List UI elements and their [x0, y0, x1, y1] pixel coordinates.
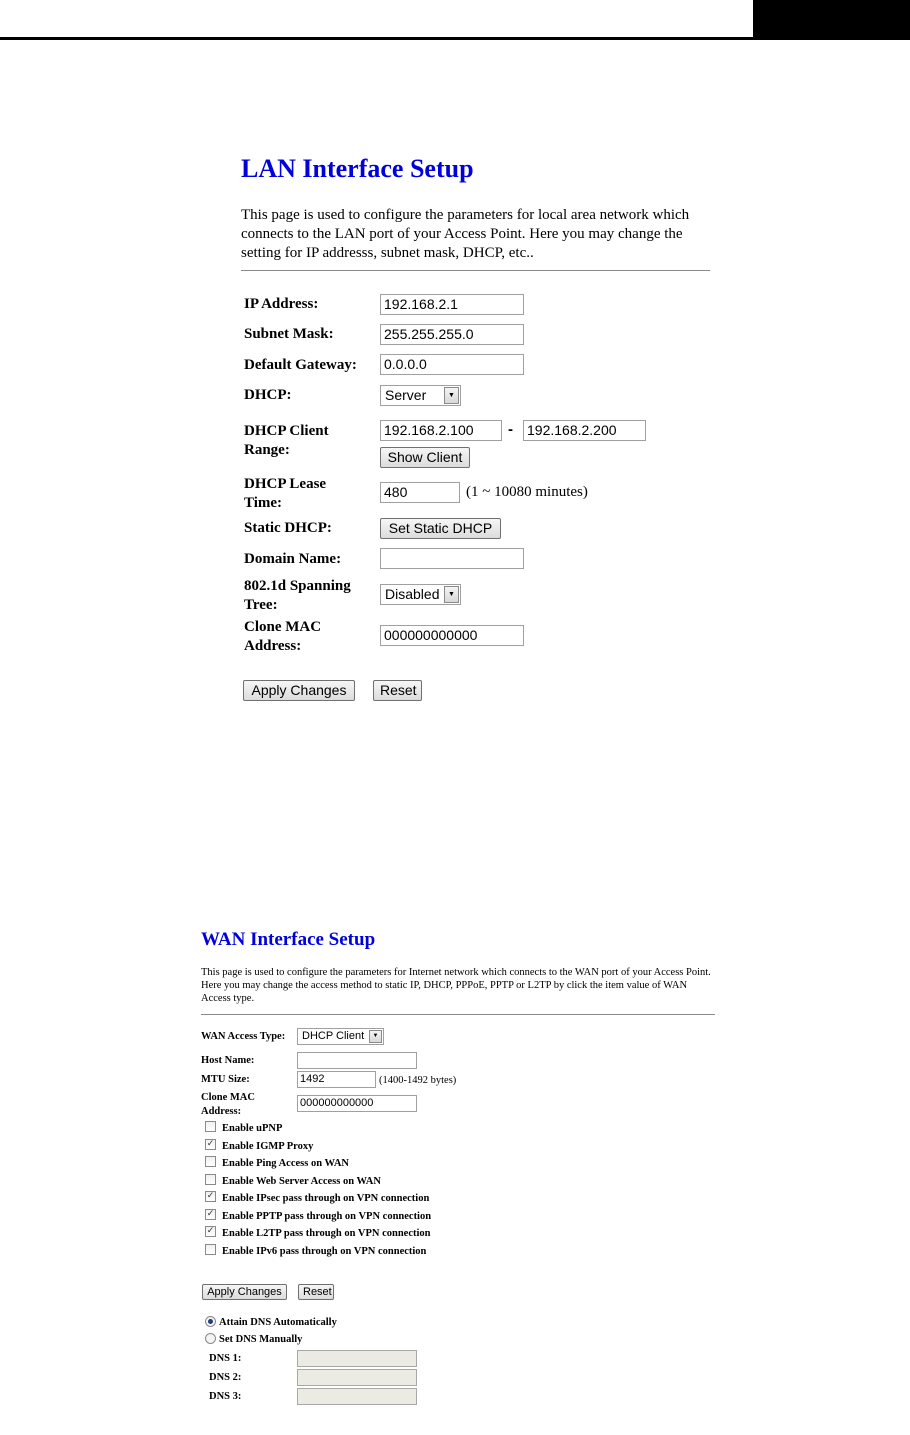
- static-dhcp-label: Static DHCP:: [244, 520, 332, 536]
- checkbox-label-ipsec-passthrough: Enable IPsec pass through on VPN connection: [222, 1193, 430, 1204]
- header-block: [753, 0, 910, 40]
- dhcp-select[interactable]: [380, 385, 461, 406]
- wan-description: This page is used to configure the parameters for Internet network which connects to the WAN port of your Access Point. Here you may change the access method to static IP, DHCP, PPPoE, PPTP or L2TP by click the item value of WAN Access type.: [201, 967, 711, 1004]
- default-gateway-label: Default Gateway:: [244, 357, 357, 373]
- radio-set-dns-manually[interactable]: [205, 1333, 216, 1344]
- chevron-down-icon[interactable]: ▼: [444, 387, 459, 404]
- lease-label-line2: Time:: [244, 495, 283, 511]
- dhcp-range-label-line2: Range:: [244, 442, 290, 458]
- spanning-tree-select-value: Disabled: [385, 586, 440, 602]
- subnet-mask-label: Subnet Mask:: [244, 326, 334, 342]
- checkbox-label-ping-access: Enable Ping Access on WAN: [222, 1158, 349, 1169]
- wan-clone-mac-label-line1: Clone MAC: [201, 1092, 255, 1103]
- chevron-down-icon[interactable]: ▼: [444, 586, 459, 603]
- checkbox-enable-upnp[interactable]: [205, 1121, 216, 1132]
- clone-mac-input[interactable]: 000000000000: [380, 625, 524, 646]
- dhcp-range-separator: -: [508, 421, 513, 438]
- spanning-tree-label-line1: 802.1d Spanning: [244, 578, 351, 594]
- mtu-size-label: MTU Size:: [201, 1074, 250, 1085]
- checkbox-enable-igmp-proxy[interactable]: ✓: [206, 1139, 215, 1149]
- radio-label-attain-dns: Attain DNS Automatically: [219, 1317, 337, 1328]
- dns2-label: DNS 2:: [209, 1372, 242, 1383]
- checkbox-label-upnp: Enable uPNP: [222, 1123, 283, 1134]
- ip-address-input[interactable]: 192.168.2.1: [380, 294, 524, 315]
- wan-access-type-value: DHCP Client: [302, 1030, 365, 1042]
- default-gateway-input[interactable]: 0.0.0.0: [380, 354, 524, 375]
- checkbox-enable-ipv6-passthrough[interactable]: [205, 1244, 216, 1255]
- lease-label-line1: DHCP Lease: [244, 476, 327, 492]
- spanning-tree-label-line2: Tree:: [244, 597, 278, 613]
- lan-page-title: LAN Interface Setup: [241, 154, 474, 183]
- checkbox-label-ipv6-passthrough: Enable IPv6 pass through on VPN connection: [222, 1246, 427, 1257]
- checkbox-enable-ipsec-passthrough[interactable]: ✓: [206, 1191, 215, 1201]
- checkbox-label-pptp-passthrough: Enable PPTP pass through on VPN connection: [222, 1211, 432, 1222]
- wan-clone-mac-label-line2: Address:: [201, 1106, 242, 1117]
- dhcp-label: DHCP:: [244, 387, 292, 403]
- wan-setup-panel: [201, 928, 717, 1402]
- dns3-input[interactable]: [297, 1388, 417, 1405]
- host-name-label: Host Name:: [201, 1055, 255, 1066]
- dns1-label: DNS 1:: [209, 1353, 242, 1364]
- dhcp-range-end-input[interactable]: 192.168.2.200: [523, 420, 646, 441]
- checkbox-label-web-server-access: Enable Web Server Access on WAN: [222, 1176, 381, 1187]
- domain-name-input[interactable]: [380, 548, 524, 569]
- set-static-dhcp-button[interactable]: Set Static DHCP: [380, 518, 501, 539]
- lan-apply-changes-button[interactable]: Apply Changes: [243, 680, 355, 701]
- lan-divider: [241, 270, 710, 271]
- dns2-input[interactable]: [297, 1369, 417, 1386]
- spanning-tree-select[interactable]: [380, 584, 461, 605]
- mtu-size-input[interactable]: 1492: [297, 1071, 376, 1088]
- clone-mac-label-line1: Clone MAC: [244, 619, 322, 635]
- subnet-mask-input[interactable]: 255.255.255.0: [380, 324, 524, 345]
- checkbox-enable-web-server-access[interactable]: [205, 1174, 216, 1185]
- lease-time-note: (1 ~ 10080 minutes): [466, 484, 588, 500]
- checkbox-enable-ping-access[interactable]: [205, 1156, 216, 1167]
- wan-clone-mac-input[interactable]: 000000000000: [297, 1095, 417, 1112]
- dhcp-select-value: Server: [385, 387, 427, 403]
- checkbox-label-l2tp-passthrough: Enable L2TP pass through on VPN connection: [222, 1228, 431, 1239]
- domain-name-label: Domain Name:: [244, 551, 342, 567]
- chevron-down-icon[interactable]: ▼: [369, 1030, 382, 1043]
- dns3-label: DNS 3:: [209, 1391, 242, 1402]
- checkbox-enable-l2tp-passthrough[interactable]: ✓: [206, 1226, 215, 1236]
- lan-description: This page is used to configure the parameters for local area network which connects to the LAN port of your Access Point. Here you may change the setting for IP addresss, subnet mask, DHCP, etc..: [241, 207, 690, 261]
- checkbox-label-igmp-proxy: Enable IGMP Proxy: [222, 1141, 314, 1152]
- host-name-input[interactable]: [297, 1052, 417, 1069]
- checkbox-enable-pptp-passthrough[interactable]: ✓: [206, 1209, 215, 1219]
- lan-setup-panel: [241, 152, 711, 698]
- wan-divider: [201, 1014, 715, 1015]
- wan-apply-changes-button[interactable]: Apply Changes: [202, 1284, 287, 1300]
- wan-access-type-label: WAN Access Type:: [201, 1031, 286, 1042]
- wan-page-title: WAN Interface Setup: [201, 929, 376, 950]
- dns1-input[interactable]: [297, 1350, 417, 1367]
- wan-access-type-select[interactable]: [297, 1028, 384, 1045]
- mtu-size-note: (1400-1492 bytes): [379, 1075, 457, 1086]
- lan-reset-button[interactable]: Reset: [373, 680, 422, 701]
- lease-time-input[interactable]: 480: [380, 482, 460, 503]
- show-client-button[interactable]: Show Client: [380, 447, 470, 468]
- dhcp-range-label-line1: DHCP Client: [244, 423, 329, 439]
- radio-attain-dns-automatically[interactable]: [205, 1316, 216, 1327]
- ip-address-label: IP Address:: [244, 296, 319, 312]
- wan-reset-button[interactable]: Reset: [298, 1284, 334, 1300]
- radio-label-set-dns: Set DNS Manually: [219, 1334, 303, 1345]
- dhcp-range-start-input[interactable]: 192.168.2.100: [380, 420, 502, 441]
- clone-mac-label-line2: Address:: [244, 638, 302, 654]
